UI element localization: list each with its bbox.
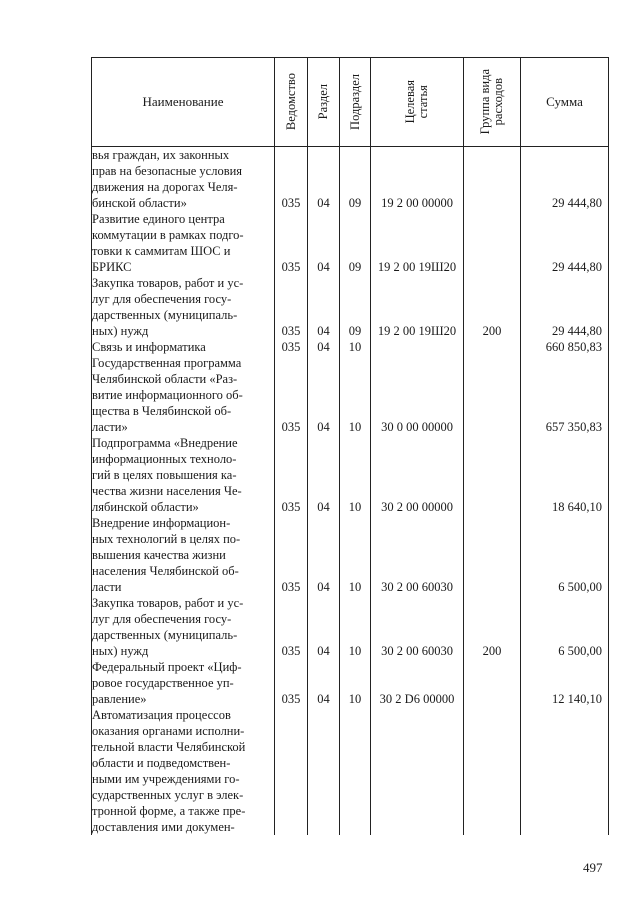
row-name-line: вья граждан, их законных [92,148,230,162]
row-name [92,211,275,275]
row-name [92,515,275,595]
row-name-line: щества в Челябинской об- [92,404,232,418]
row-dept: 035 [275,595,308,659]
row-target: 30 2 D6 00000 [371,659,464,707]
row-name-line: ласти» [92,420,128,434]
row-subsection: 09 [340,275,371,339]
row-name-line: вышения качества жизни [92,548,226,562]
row-subsection: 10 [340,515,371,595]
header-group: Группа вида расходов [464,58,521,147]
row-name-line: Закупка товаров, работ и ус- [92,596,244,610]
row-name-line: равление» [92,692,147,706]
row-subsection: 10 [340,339,371,355]
row-name-line: Челябинской области «Раз- [92,372,238,386]
row-group: 200 [464,275,521,339]
row-group [464,355,521,435]
row-dept: 035 [275,211,308,275]
row-section: 04 [308,435,340,515]
row-subsection [340,707,371,835]
row-dept: 035 [275,355,308,435]
row-group [464,339,521,355]
row-name-line: ных технологий в целях по- [92,532,241,546]
row-subsection: 09 [340,147,371,212]
table-row [92,595,609,659]
row-target: 30 2 00 00000 [371,435,464,515]
row-name-line: луг для обеспечения госу- [92,292,232,306]
row-name-line: ными им учреждениями го- [92,772,240,786]
row-subsection: 10 [340,355,371,435]
row-sum: 657 350,83 [521,355,609,435]
row-target: 30 2 00 60030 [371,515,464,595]
row-name-line: прав на безопасные условия [92,164,243,178]
row-name [92,659,275,707]
row-name-line: Государственная программа [92,356,242,370]
table-row [92,515,609,595]
table-header-row [92,58,609,147]
row-dept: 035 [275,659,308,707]
row-name-line: населения Челябинской об- [92,564,239,578]
row-name [92,339,275,355]
row-dept: 035 [275,147,308,212]
row-target: 19 2 00 00000 [371,147,464,212]
table-row [92,339,609,355]
row-group [464,707,521,835]
row-name-line: Автоматизация процессов [92,708,231,722]
header-target: Целевая статья [371,58,464,147]
row-target: 30 2 00 60030 [371,595,464,659]
row-section: 04 [308,355,340,435]
row-sum: 6 500,00 [521,515,609,595]
row-name-line: дарственных (муниципаль- [92,628,238,642]
row-name-line: ровое государственное уп- [92,676,234,690]
table-row [92,435,609,515]
row-name-line: доставления ими докумен- [92,820,235,834]
row-section: 04 [308,659,340,707]
row-name-line: бинской области» [92,196,187,210]
table-row [92,211,609,275]
header-name: Наименование [92,58,275,147]
row-name-line: Подпрограмма «Внедрение [92,436,238,450]
row-name-line: ных) нужд [92,324,149,338]
row-target: 19 2 00 19Ш20 [371,275,464,339]
row-dept: 035 [275,515,308,595]
table-row [92,147,609,212]
row-section [308,707,340,835]
table-row [92,659,609,707]
row-name-line: дарственных (муниципаль- [92,308,238,322]
row-sum [521,707,609,835]
row-sum: 29 444,80 [521,211,609,275]
row-sum: 18 640,10 [521,435,609,515]
page-number: 497 [583,860,603,875]
row-subsection: 10 [340,435,371,515]
header-dept: Ведомство [275,58,308,147]
row-group [464,147,521,212]
row-name-line: чества жизни населения Че- [92,484,242,498]
row-group [464,659,521,707]
table-row [92,707,609,835]
row-name-line: гий в целях повышения ка- [92,468,237,482]
row-sum: 660 850,83 [521,339,609,355]
row-name-line: Развитие единого центра [92,212,225,226]
row-dept: 035 [275,275,308,339]
table-body [92,147,609,836]
row-section: 04 [308,211,340,275]
row-group [464,435,521,515]
row-subsection: 09 [340,211,371,275]
row-name-line: сударственных услуг в элек- [92,788,244,802]
row-sum: 12 140,10 [521,659,609,707]
row-sum: 29 444,80 [521,147,609,212]
row-sum: 6 500,00 [521,595,609,659]
row-name-line: товки к саммитам ШОС и [92,244,231,258]
row-name-line: Закупка товаров, работ и ус- [92,276,244,290]
row-name-line: тельной власти Челябинской [92,740,246,754]
header-sum: Сумма [521,58,609,147]
row-name [92,147,275,212]
row-name-line: Федеральный проект «Циф- [92,660,242,674]
row-dept: 035 [275,339,308,355]
row-section: 04 [308,515,340,595]
row-name-line: тронной форме, а также пре- [92,804,246,818]
row-name [92,595,275,659]
header-section: Раздел [308,58,340,147]
row-group [464,515,521,595]
row-name-line: Связь и информатика [92,340,206,354]
row-name-line: Внедрение информацион- [92,516,231,530]
row-name [92,275,275,339]
row-name-line: движения на дорогах Челя- [92,180,238,194]
row-subsection: 10 [340,659,371,707]
row-subsection: 10 [340,595,371,659]
row-group: 200 [464,595,521,659]
row-sum: 29 444,80 [521,275,609,339]
row-name-line: области и подведомствен- [92,756,231,770]
budget-table [91,57,609,835]
row-group [464,211,521,275]
row-name-line: оказания органами исполни- [92,724,245,738]
row-name-line: ных) нужд [92,644,149,658]
row-section: 04 [308,147,340,212]
header-subsection: Подраздел [340,58,371,147]
row-name [92,435,275,515]
table-row [92,275,609,339]
row-name-line: луг для обеспечения госу- [92,612,232,626]
row-target: 19 2 00 19Ш20 [371,211,464,275]
row-section: 04 [308,339,340,355]
row-name-line: БРИКС [92,260,132,274]
row-name-line: ласти [92,580,122,594]
row-target [371,707,464,835]
table-row [92,355,609,435]
row-name [92,355,275,435]
row-name-line: информационных техноло- [92,452,237,466]
row-name-line: витие информационного об- [92,388,243,402]
row-dept: 035 [275,435,308,515]
row-section: 04 [308,595,340,659]
row-name [92,707,275,835]
row-name-line: коммутации в рамках подго- [92,228,244,242]
row-target: 30 0 00 00000 [371,355,464,435]
row-dept [275,707,308,835]
row-name-line: лябинской области» [92,500,199,514]
row-target [371,339,464,355]
row-section: 04 [308,275,340,339]
